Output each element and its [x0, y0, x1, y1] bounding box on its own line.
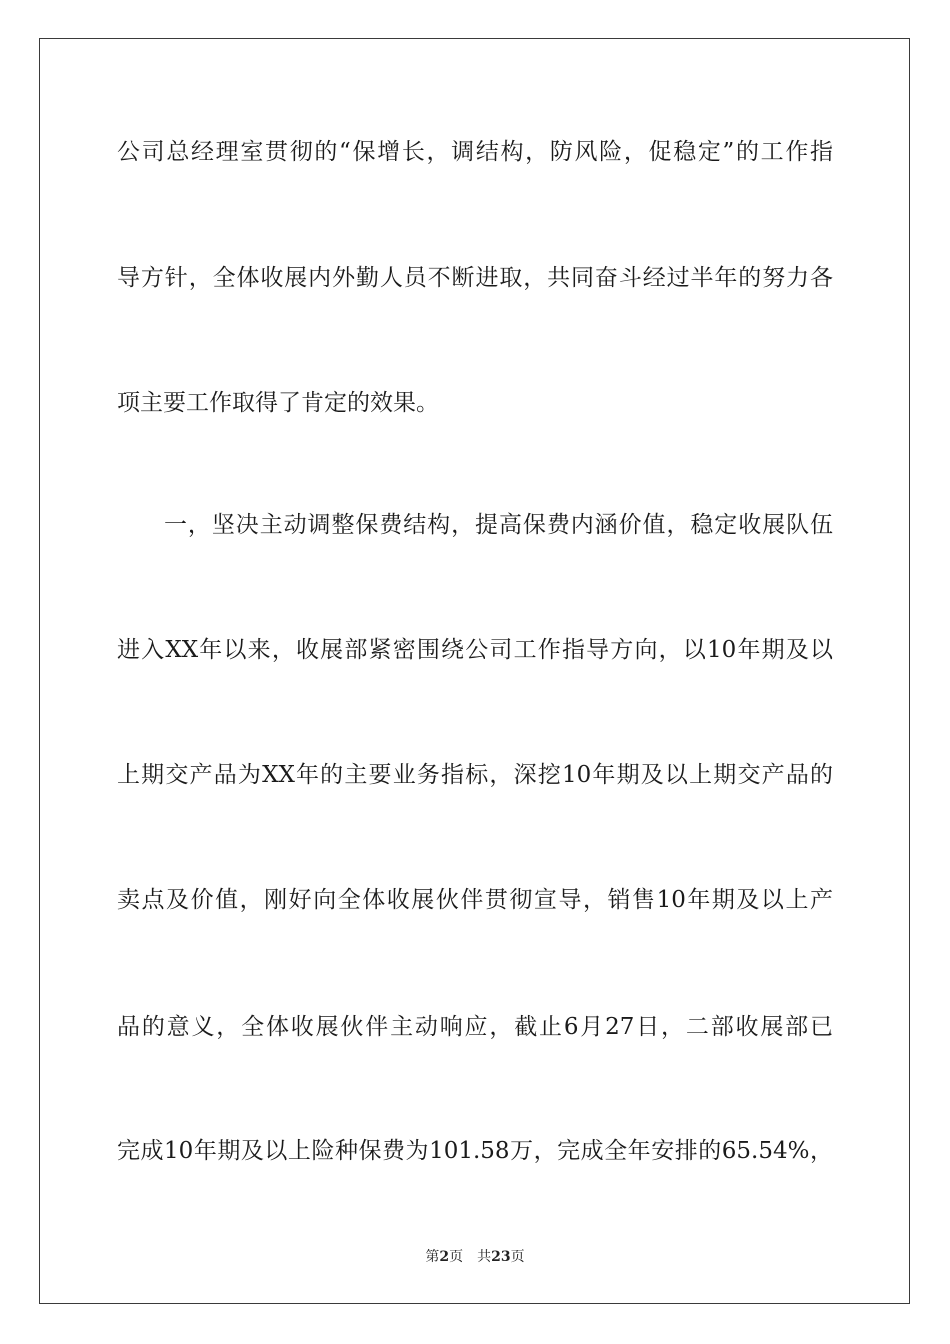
page-prefix: 第 — [425, 1249, 440, 1265]
section-heading: 一，坚决主动调整保费结构，提高保费内涵价值，稳定收展队伍 — [164, 512, 833, 538]
paragraph-line: 导方针，全体收展内外勤人员不断进取，共同奋斗经过半年的努力各 — [117, 265, 833, 291]
page-border — [39, 38, 910, 1304]
paragraph-line: 上期交产品为XX年的主要业务指标，深挖10年期及以上期交产品的 — [117, 762, 833, 788]
paragraph-line: 品的意义，全体收展伙伴主动响应，截止6月27日，二部收展部已 — [117, 1014, 833, 1040]
paragraph-line: 完成10年期及以上险种保费为101.58万，完成全年安排的65.54%， — [117, 1138, 833, 1164]
page-current: 2 — [439, 1249, 450, 1265]
total-pages: 23 — [491, 1249, 511, 1265]
paragraph-line: 卖点及价值，刚好向全体收展伙伴贯彻宣导，销售10年期及以上产 — [117, 887, 833, 913]
page-suffix: 页 — [449, 1249, 464, 1265]
page-footer — [0, 1248, 950, 1266]
paragraph-line: 进入XX年以来，收展部紧密围绕公司工作指导方向，以10年期及以 — [117, 637, 833, 663]
paragraph-line: 公司总经理室贯彻的“保增长，调结构，防风险，促稳定”的工作指 — [117, 139, 833, 165]
total-suffix: 页 — [510, 1249, 525, 1265]
paragraph-line: 项主要工作取得了肯定的效果。 — [117, 390, 439, 416]
total-prefix: 共 — [477, 1249, 492, 1265]
